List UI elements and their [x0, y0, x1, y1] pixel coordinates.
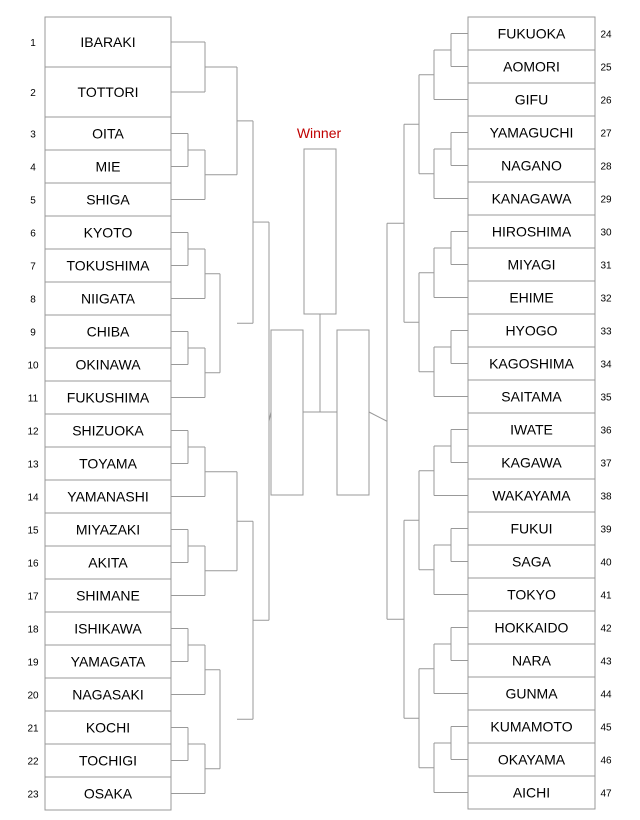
bracket-slot	[27, 447, 171, 480]
seed-number: 23	[27, 789, 39, 801]
seed-number: 32	[600, 293, 612, 305]
seed-number: 31	[600, 260, 612, 272]
bracket-slot	[468, 776, 612, 809]
seed-number: 10	[27, 360, 39, 372]
seed-number: 38	[600, 491, 612, 503]
bracket-slot	[30, 117, 171, 150]
bracket-slot	[468, 215, 612, 248]
team-name: FUKUSHIMA	[66, 389, 150, 406]
bracket-slot	[468, 512, 612, 545]
bracket-slot	[468, 710, 612, 743]
team-name: TOTTORI	[77, 84, 139, 100]
team-name: OKINAWA	[75, 356, 141, 373]
seed-number: 44	[600, 689, 612, 701]
team-name: KAGOSHIMA	[489, 355, 574, 372]
bracket-slot	[468, 578, 612, 611]
team-name: SHIMANE	[76, 587, 140, 604]
seed-number: 3	[30, 129, 36, 141]
bracket-slot	[27, 348, 171, 381]
bracket-slot	[468, 50, 612, 83]
bracket-slot	[468, 149, 612, 182]
seed-number: 8	[30, 294, 36, 306]
team-name: OSAKA	[83, 785, 133, 802]
bracket-slot	[468, 545, 612, 578]
bracket-slot	[27, 546, 171, 579]
seed-number: 29	[600, 194, 612, 206]
seed-number: 12	[27, 426, 39, 438]
bracket-slot	[30, 216, 171, 249]
left-bracket-slots	[27, 17, 171, 810]
team-name: SHIZUOKA	[72, 422, 144, 439]
winner-box	[304, 149, 336, 314]
team-name: YAMAGUCHI	[489, 124, 574, 141]
seed-number: 6	[30, 228, 36, 240]
semifinal-left-box	[271, 330, 303, 495]
bracket-slot	[27, 480, 171, 513]
seed-number: 13	[27, 459, 39, 471]
bracket-slot	[27, 711, 171, 744]
team-name: AKITA	[88, 554, 128, 571]
seed-number: 1	[30, 38, 36, 49]
bracket-slot	[28, 381, 171, 414]
bracket-slot	[27, 513, 171, 546]
bracket-slot	[30, 150, 171, 183]
bracket-slot	[468, 644, 612, 677]
team-name: GIFU	[514, 91, 549, 108]
seed-number: 40	[600, 557, 612, 569]
bracket-slot	[468, 83, 612, 116]
team-name: TOKUSHIMA	[66, 257, 150, 274]
right-bracket-slots	[468, 17, 612, 809]
team-name: ISHIKAWA	[74, 620, 142, 637]
seed-number: 37	[600, 458, 612, 470]
seed-number: 47	[600, 788, 612, 800]
bracket-slot	[468, 677, 612, 710]
team-name: KANAGAWA	[491, 190, 572, 207]
bracket-line	[369, 412, 387, 421]
bracket-slot	[30, 17, 171, 67]
team-name: HOKKAIDO	[494, 619, 569, 636]
bracket-slot	[468, 17, 612, 50]
seed-number: 11	[27, 393, 39, 405]
team-name: WAKAYAMA	[492, 487, 571, 504]
team-name: EHIME	[509, 289, 554, 306]
winner-label: Winner	[296, 125, 342, 141]
seed-number: 41	[600, 590, 612, 602]
team-name: TOKYO	[507, 586, 556, 603]
team-name: MIE	[95, 158, 121, 175]
seed-number: 25	[600, 62, 612, 74]
seed-number: 15	[27, 525, 39, 537]
team-name: YAMAGATA	[70, 653, 146, 670]
bracket-slot	[30, 282, 171, 315]
seed-number: 16	[27, 558, 39, 570]
bracket-slot	[468, 380, 612, 413]
team-name: OITA	[92, 125, 124, 142]
team-name: HIROSHIMA	[491, 223, 572, 240]
bracket-slot	[468, 116, 612, 149]
seed-number: 17	[27, 591, 39, 603]
seed-number: 14	[27, 492, 39, 504]
bracket-slot	[30, 67, 171, 117]
team-name: KUMAMOTO	[490, 718, 573, 735]
team-name: TOCHIGI	[78, 752, 138, 769]
bracket-slot	[30, 249, 171, 282]
team-name: NARA	[512, 652, 551, 669]
team-name: KOCHI	[85, 719, 131, 736]
bracket-slot	[468, 314, 612, 347]
team-name: SAITAMA	[501, 388, 562, 405]
seed-number: 36	[600, 425, 612, 437]
bracket-slot	[30, 183, 171, 216]
team-name: MIYAZAKI	[75, 521, 141, 538]
team-name: KYOTO	[83, 224, 133, 241]
bracket-slot	[27, 744, 171, 777]
bracket-slot	[468, 611, 612, 644]
finals-area	[271, 125, 369, 495]
team-name: SAGA	[512, 553, 551, 570]
bracket-slot	[468, 446, 612, 479]
team-name: TOYAMA	[79, 455, 137, 472]
bracket-slot	[468, 743, 612, 776]
seed-number: 7	[30, 261, 36, 273]
bracket-slot	[27, 579, 171, 612]
seed-number: 2	[30, 88, 36, 99]
seed-number: 42	[600, 623, 612, 635]
team-name: KAGAWA	[501, 454, 562, 471]
team-name: CHIBA	[86, 323, 130, 340]
seed-number: 21	[27, 723, 39, 735]
bracket-slot	[468, 248, 612, 281]
seed-number: 27	[600, 128, 612, 140]
team-name: HYOGO	[505, 322, 558, 339]
seed-number: 9	[30, 327, 36, 339]
seed-number: 39	[600, 524, 612, 536]
seed-number: 22	[27, 756, 39, 768]
bracket-slot	[468, 413, 612, 446]
team-name: NAGASAKI	[72, 686, 144, 703]
bracket-slot	[27, 645, 171, 678]
seed-number: 45	[600, 722, 612, 734]
team-name: AOMORI	[503, 58, 560, 75]
bracket-slot	[27, 678, 171, 711]
seed-number: 46	[600, 755, 612, 767]
team-name: SHIGA	[86, 191, 130, 208]
bracket-lines	[171, 34, 468, 794]
team-name: OKAYAMA	[497, 751, 566, 768]
team-name: FUKUOKA	[497, 25, 566, 42]
seed-number: 5	[30, 195, 36, 207]
team-name: NAGANO	[501, 157, 562, 174]
seed-number: 35	[600, 392, 612, 404]
seed-number: 18	[27, 624, 39, 636]
team-name: FUKUI	[510, 520, 553, 537]
bracket-slot	[468, 281, 612, 314]
bracket-slot	[468, 479, 612, 512]
team-name: IBARAKI	[80, 34, 136, 50]
bracket-slot	[468, 347, 612, 380]
seed-number: 20	[27, 690, 39, 702]
seed-number: 30	[600, 227, 612, 239]
seed-number: 43	[600, 656, 612, 668]
seed-number: 28	[600, 161, 612, 173]
team-name: IWATE	[510, 421, 553, 438]
team-name: MIYAGI	[507, 256, 556, 273]
bracket-slot	[468, 182, 612, 215]
bracket-slot	[27, 777, 171, 810]
seed-number: 34	[600, 359, 612, 371]
team-name: NIIGATA	[81, 290, 135, 307]
team-name: YAMANASHI	[67, 488, 149, 505]
seed-number: 24	[600, 29, 612, 41]
seed-number: 19	[27, 657, 39, 669]
bracket-slot	[30, 315, 171, 348]
bracket-slot	[27, 612, 171, 645]
seed-number: 4	[30, 162, 36, 174]
semifinal-right-box	[337, 330, 369, 495]
seed-number: 33	[600, 326, 612, 338]
seed-number: 26	[600, 95, 612, 107]
bracket-slot	[27, 414, 171, 447]
team-name: AICHI	[512, 784, 551, 801]
team-name: GUNMA	[505, 685, 558, 702]
